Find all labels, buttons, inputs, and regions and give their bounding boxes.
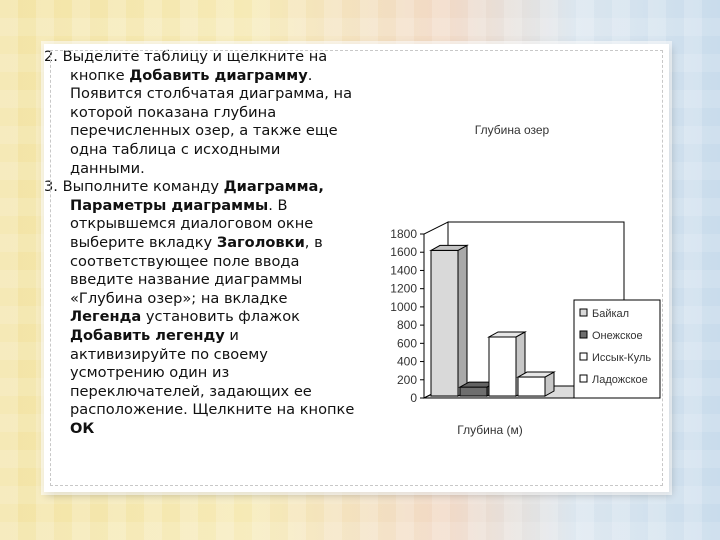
slide-card	[44, 44, 669, 492]
instructions-text	[44, 48, 356, 438]
depth-chart-svg	[366, 102, 662, 438]
text-run: установить флажок	[141, 308, 300, 326]
y-tick-label: 0	[410, 391, 417, 405]
legend-swatch	[580, 375, 587, 382]
legend-label: Иссык-Куль	[592, 352, 652, 364]
text-run: . Появится столбчатая диаграмма, на которой показана глубина перечисленных озер, а также еще одна таблица с исходными данными.	[70, 66, 353, 177]
y-tick-label: 1000	[390, 299, 417, 314]
text-run: 2. Выделите таблицу и щелкните на кнопке	[44, 48, 328, 84]
bold-term: Диаграмма, Параметры диаграммы	[70, 178, 324, 214]
text-run: 3. Выполните команду	[44, 178, 224, 196]
bar-front	[431, 250, 458, 396]
bar-4	[518, 372, 554, 396]
bold-term: ОК	[70, 419, 95, 437]
legend-label: Байкал	[592, 308, 630, 320]
bar-front	[489, 337, 516, 396]
text-run: и активизируйте по своему усмотрению один из переключателей, задающих ее расположение. Щелкните на кнопке	[70, 326, 355, 419]
depth-chart	[366, 102, 662, 438]
chart-title: Глубина озер	[474, 123, 550, 137]
bar-1	[431, 245, 467, 396]
bar-front	[460, 387, 487, 396]
y-tick-label: 200	[396, 372, 417, 387]
y-tick-label: 1600	[390, 245, 417, 260]
chart-legend	[574, 300, 660, 398]
text-run: . В открывшемся диалоговом окне выберите вкладку	[70, 196, 314, 251]
chart-x-axis-label: Глубина (м)	[457, 423, 523, 437]
bar-side	[458, 245, 467, 396]
bold-term: Добавить диаграмму	[129, 66, 308, 84]
legend-label: Ладожское	[592, 374, 648, 386]
legend-swatch	[580, 331, 587, 338]
instruction-step-2	[44, 48, 356, 178]
bold-term: Добавить легенду	[70, 326, 225, 344]
bold-term: Заголовки	[216, 233, 305, 251]
bold-term: Легенда	[70, 308, 142, 326]
y-tick-label: 1800	[390, 227, 417, 241]
instruction-step-3	[44, 178, 356, 438]
y-tick-label: 600	[396, 336, 417, 351]
y-tick-label: 1200	[390, 281, 417, 296]
y-tick-label: 800	[396, 318, 417, 333]
text-run: , в соответствующее поле ввода введите название диаграммы «Глубина озер»; на вкладке	[70, 233, 323, 307]
legend-swatch	[580, 353, 587, 360]
legend-label: Онежское	[592, 330, 643, 342]
legend-swatch	[580, 309, 587, 316]
y-tick-label: 400	[396, 354, 417, 369]
y-tick-label: 1400	[390, 263, 417, 278]
bar-front	[518, 377, 545, 396]
